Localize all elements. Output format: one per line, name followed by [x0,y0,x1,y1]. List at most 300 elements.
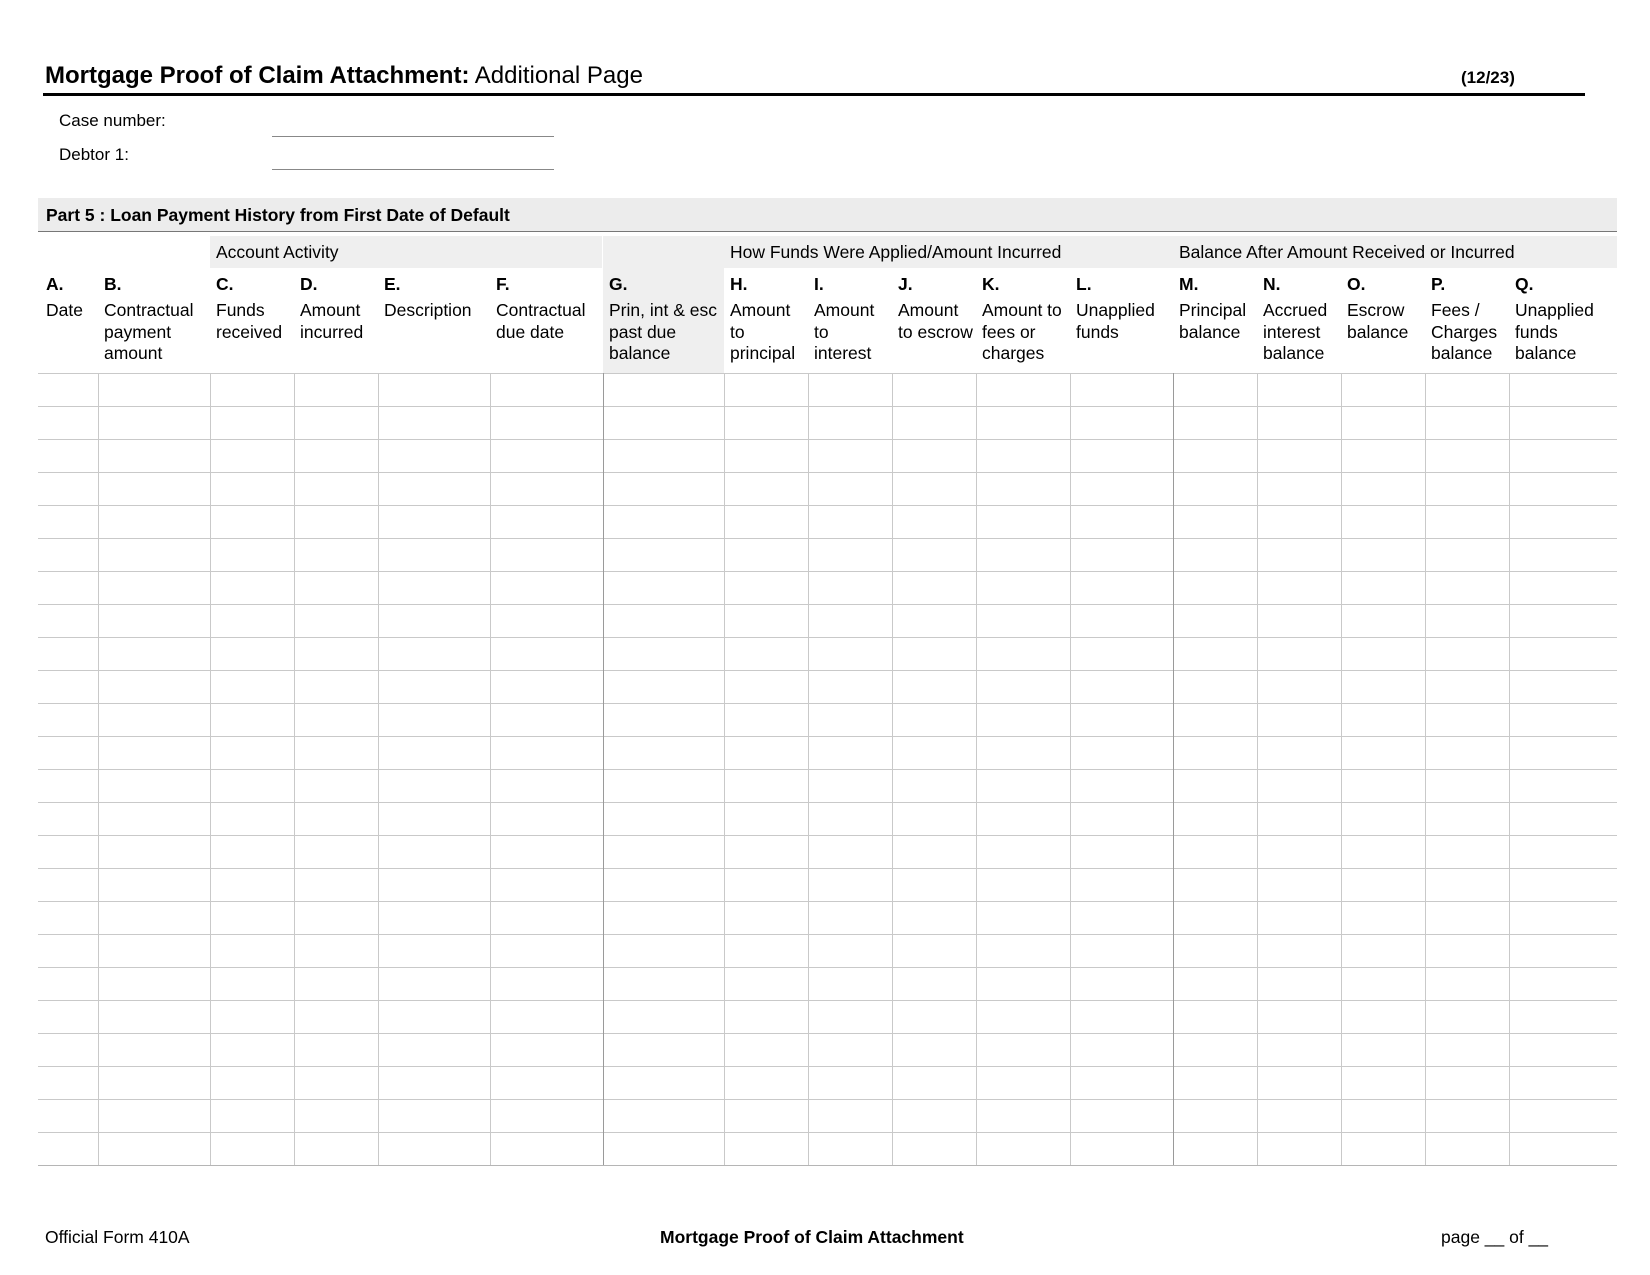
table-cell[interactable] [892,934,976,967]
table-cell[interactable] [1070,373,1173,406]
table-cell[interactable] [210,802,294,835]
table-cell[interactable] [1509,406,1617,439]
table-cell[interactable] [1341,901,1425,934]
table-cell[interactable] [1341,835,1425,868]
table-cell[interactable] [1425,505,1509,538]
table-cell[interactable] [1070,670,1173,703]
table-cell[interactable] [976,703,1070,736]
table-cell[interactable] [1070,703,1173,736]
table-cell[interactable] [1070,736,1173,769]
table-cell[interactable] [98,373,210,406]
table-cell[interactable] [603,472,724,505]
table-cell[interactable] [1425,1132,1509,1165]
table-cell[interactable] [1070,1000,1173,1033]
table-cell[interactable] [378,1099,490,1132]
table-cell[interactable] [603,1066,724,1099]
table-cell[interactable] [1173,571,1257,604]
table-cell[interactable] [378,1066,490,1099]
table-cell[interactable] [1257,1000,1341,1033]
table-cell[interactable] [603,571,724,604]
table-cell[interactable] [1341,1132,1425,1165]
table-cell[interactable] [1173,703,1257,736]
table-cell[interactable] [976,373,1070,406]
table-cell[interactable] [378,736,490,769]
table-cell[interactable] [1070,835,1173,868]
table-cell[interactable] [1341,736,1425,769]
table-cell[interactable] [378,1000,490,1033]
table-cell[interactable] [98,967,210,1000]
table-cell[interactable] [976,1066,1070,1099]
table-cell[interactable] [1070,934,1173,967]
table-cell[interactable] [808,406,892,439]
table-cell[interactable] [38,439,98,472]
table-cell[interactable] [892,967,976,1000]
table-cell[interactable] [603,406,724,439]
table-cell[interactable] [892,802,976,835]
table-cell[interactable] [378,472,490,505]
case-number-field[interactable] [272,136,554,137]
table-cell[interactable] [294,802,378,835]
table-cell[interactable] [490,439,603,472]
table-cell[interactable] [603,1000,724,1033]
table-cell[interactable] [98,472,210,505]
table-cell[interactable] [38,769,98,802]
table-cell[interactable] [603,967,724,1000]
table-cell[interactable] [808,505,892,538]
table-cell[interactable] [378,703,490,736]
table-cell[interactable] [1341,1000,1425,1033]
table-cell[interactable] [1257,802,1341,835]
table-cell[interactable] [98,604,210,637]
table-cell[interactable] [98,406,210,439]
table-cell[interactable] [724,835,808,868]
table-cell[interactable] [38,1132,98,1165]
table-cell[interactable] [1257,571,1341,604]
table-cell[interactable] [892,1066,976,1099]
table-cell[interactable] [98,571,210,604]
table-cell[interactable] [1070,1066,1173,1099]
table-cell[interactable] [1070,1033,1173,1066]
table-cell[interactable] [808,472,892,505]
table-cell[interactable] [1257,901,1341,934]
table-cell[interactable] [378,670,490,703]
table-cell[interactable] [490,505,603,538]
table-cell[interactable] [378,637,490,670]
table-cell[interactable] [38,406,98,439]
table-cell[interactable] [1509,1066,1617,1099]
table-cell[interactable] [210,769,294,802]
table-cell[interactable] [808,1033,892,1066]
table-cell[interactable] [378,604,490,637]
table-cell[interactable] [724,802,808,835]
table-cell[interactable] [1425,571,1509,604]
table-cell[interactable] [210,538,294,571]
table-cell[interactable] [1070,538,1173,571]
table-cell[interactable] [724,637,808,670]
table-cell[interactable] [724,967,808,1000]
table-cell[interactable] [490,670,603,703]
table-cell[interactable] [603,670,724,703]
table-cell[interactable] [1070,637,1173,670]
table-cell[interactable] [724,868,808,901]
table-cell[interactable] [98,439,210,472]
table-cell[interactable] [1257,406,1341,439]
table-cell[interactable] [1341,1099,1425,1132]
table-cell[interactable] [490,472,603,505]
table-cell[interactable] [490,1000,603,1033]
table-cell[interactable] [976,1099,1070,1132]
table-cell[interactable] [38,1099,98,1132]
table-cell[interactable] [294,604,378,637]
table-cell[interactable] [1070,802,1173,835]
table-cell[interactable] [490,934,603,967]
table-cell[interactable] [976,802,1070,835]
table-cell[interactable] [490,637,603,670]
table-cell[interactable] [1425,736,1509,769]
table-cell[interactable] [294,934,378,967]
table-cell[interactable] [1509,1033,1617,1066]
table-cell[interactable] [1173,868,1257,901]
table-cell[interactable] [603,1033,724,1066]
table-cell[interactable] [603,1132,724,1165]
table-cell[interactable] [724,538,808,571]
table-cell[interactable] [808,670,892,703]
table-cell[interactable] [378,1132,490,1165]
table-cell[interactable] [378,406,490,439]
table-cell[interactable] [976,571,1070,604]
table-cell[interactable] [38,835,98,868]
table-cell[interactable] [210,670,294,703]
table-cell[interactable] [976,835,1070,868]
table-cell[interactable] [724,1066,808,1099]
table-cell[interactable] [378,505,490,538]
table-cell[interactable] [892,769,976,802]
table-cell[interactable] [1070,604,1173,637]
table-cell[interactable] [490,604,603,637]
table-cell[interactable] [1173,505,1257,538]
table-cell[interactable] [490,1066,603,1099]
table-cell[interactable] [1070,769,1173,802]
table-cell[interactable] [1070,967,1173,1000]
table-cell[interactable] [38,637,98,670]
table-cell[interactable] [892,1000,976,1033]
table-cell[interactable] [38,373,98,406]
table-cell[interactable] [378,934,490,967]
table-cell[interactable] [808,1066,892,1099]
table-cell[interactable] [1173,604,1257,637]
table-cell[interactable] [294,1033,378,1066]
table-cell[interactable] [1173,934,1257,967]
table-cell[interactable] [1070,868,1173,901]
table-cell[interactable] [1257,505,1341,538]
table-cell[interactable] [724,1132,808,1165]
table-cell[interactable] [1341,802,1425,835]
table-cell[interactable] [1509,1000,1617,1033]
table-cell[interactable] [808,835,892,868]
table-cell[interactable] [490,703,603,736]
table-cell[interactable] [378,868,490,901]
table-cell[interactable] [1509,637,1617,670]
table-cell[interactable] [808,1000,892,1033]
table-cell[interactable] [210,703,294,736]
table-cell[interactable] [724,901,808,934]
table-cell[interactable] [808,934,892,967]
table-cell[interactable] [808,637,892,670]
table-cell[interactable] [892,373,976,406]
table-cell[interactable] [892,703,976,736]
table-cell[interactable] [210,967,294,1000]
table-cell[interactable] [976,439,1070,472]
table-cell[interactable] [98,736,210,769]
table-cell[interactable] [724,571,808,604]
table-cell[interactable] [976,472,1070,505]
table-cell[interactable] [1509,835,1617,868]
table-cell[interactable] [1425,868,1509,901]
table-cell[interactable] [1341,604,1425,637]
table-cell[interactable] [38,868,98,901]
table-cell[interactable] [1257,1132,1341,1165]
table-cell[interactable] [892,439,976,472]
table-cell[interactable] [294,868,378,901]
table-cell[interactable] [210,835,294,868]
table-cell[interactable] [1425,802,1509,835]
table-cell[interactable] [1070,439,1173,472]
table-cell[interactable] [1257,835,1341,868]
table-cell[interactable] [724,604,808,637]
table-cell[interactable] [378,802,490,835]
table-cell[interactable] [38,901,98,934]
table-cell[interactable] [1173,538,1257,571]
table-cell[interactable] [892,901,976,934]
table-cell[interactable] [1257,637,1341,670]
table-cell[interactable] [1173,1099,1257,1132]
table-cell[interactable] [603,868,724,901]
table-cell[interactable] [378,373,490,406]
table-cell[interactable] [976,868,1070,901]
debtor-1-field[interactable] [272,169,554,170]
table-cell[interactable] [1425,406,1509,439]
table-cell[interactable] [808,802,892,835]
table-cell[interactable] [210,1033,294,1066]
table-cell[interactable] [603,1099,724,1132]
table-cell[interactable] [1425,1099,1509,1132]
table-cell[interactable] [1070,1132,1173,1165]
table-cell[interactable] [724,934,808,967]
table-cell[interactable] [1509,1132,1617,1165]
table-cell[interactable] [892,604,976,637]
table-cell[interactable] [892,637,976,670]
table-cell[interactable] [1173,1000,1257,1033]
table-cell[interactable] [38,472,98,505]
table-cell[interactable] [892,1099,976,1132]
table-cell[interactable] [976,538,1070,571]
table-cell[interactable] [490,538,603,571]
table-cell[interactable] [808,373,892,406]
table-cell[interactable] [98,901,210,934]
table-cell[interactable] [210,901,294,934]
table-cell[interactable] [808,703,892,736]
table-cell[interactable] [210,934,294,967]
table-cell[interactable] [98,637,210,670]
table-cell[interactable] [490,967,603,1000]
table-cell[interactable] [1173,835,1257,868]
table-cell[interactable] [98,835,210,868]
table-cell[interactable] [1425,703,1509,736]
table-cell[interactable] [294,670,378,703]
table-cell[interactable] [976,769,1070,802]
table-cell[interactable] [210,868,294,901]
table-cell[interactable] [38,967,98,1000]
table-cell[interactable] [210,373,294,406]
table-cell[interactable] [1509,769,1617,802]
table-cell[interactable] [98,769,210,802]
table-cell[interactable] [490,802,603,835]
table-cell[interactable] [603,538,724,571]
table-cell[interactable] [98,868,210,901]
table-cell[interactable] [38,1033,98,1066]
table-cell[interactable] [603,505,724,538]
table-cell[interactable] [1341,1066,1425,1099]
table-cell[interactable] [1070,901,1173,934]
table-cell[interactable] [1425,967,1509,1000]
table-cell[interactable] [724,736,808,769]
table-cell[interactable] [1173,967,1257,1000]
table-cell[interactable] [1509,736,1617,769]
table-cell[interactable] [490,406,603,439]
table-cell[interactable] [1173,1066,1257,1099]
table-cell[interactable] [1425,1066,1509,1099]
table-cell[interactable] [294,769,378,802]
table-cell[interactable] [1173,373,1257,406]
table-cell[interactable] [294,373,378,406]
table-cell[interactable] [98,1066,210,1099]
table-cell[interactable] [976,967,1070,1000]
table-cell[interactable] [1509,538,1617,571]
table-cell[interactable] [38,1000,98,1033]
table-cell[interactable] [294,538,378,571]
table-cell[interactable] [1341,1033,1425,1066]
table-cell[interactable] [892,1033,976,1066]
table-cell[interactable] [724,670,808,703]
table-cell[interactable] [976,604,1070,637]
table-cell[interactable] [1173,406,1257,439]
table-cell[interactable] [1341,406,1425,439]
table-cell[interactable] [1425,1033,1509,1066]
table-cell[interactable] [1173,802,1257,835]
table-cell[interactable] [1341,373,1425,406]
table-cell[interactable] [98,1099,210,1132]
table-cell[interactable] [1341,571,1425,604]
table-cell[interactable] [976,934,1070,967]
table-cell[interactable] [38,934,98,967]
table-cell[interactable] [1173,769,1257,802]
table-cell[interactable] [808,736,892,769]
table-cell[interactable] [294,1099,378,1132]
table-cell[interactable] [808,439,892,472]
table-cell[interactable] [98,505,210,538]
table-cell[interactable] [490,769,603,802]
table-cell[interactable] [490,736,603,769]
table-cell[interactable] [378,1033,490,1066]
table-cell[interactable] [1173,637,1257,670]
table-cell[interactable] [808,1132,892,1165]
table-cell[interactable] [294,1132,378,1165]
table-cell[interactable] [294,736,378,769]
table-cell[interactable] [490,901,603,934]
table-cell[interactable] [98,703,210,736]
table-cell[interactable] [892,1132,976,1165]
table-cell[interactable] [892,670,976,703]
table-cell[interactable] [976,406,1070,439]
table-cell[interactable] [1257,538,1341,571]
table-cell[interactable] [98,1033,210,1066]
table-cell[interactable] [976,901,1070,934]
table-cell[interactable] [603,736,724,769]
table-cell[interactable] [1341,868,1425,901]
table-cell[interactable] [210,1000,294,1033]
table-cell[interactable] [294,1066,378,1099]
table-cell[interactable] [378,538,490,571]
table-cell[interactable] [210,439,294,472]
table-cell[interactable] [1341,637,1425,670]
table-cell[interactable] [210,1099,294,1132]
table-cell[interactable] [98,538,210,571]
table-cell[interactable] [1341,934,1425,967]
table-cell[interactable] [210,637,294,670]
table-cell[interactable] [1425,439,1509,472]
table-cell[interactable] [1425,637,1509,670]
table-cell[interactable] [294,835,378,868]
table-cell[interactable] [892,736,976,769]
table-cell[interactable] [808,604,892,637]
table-cell[interactable] [294,571,378,604]
table-cell[interactable] [1070,1099,1173,1132]
table-cell[interactable] [1341,472,1425,505]
table-cell[interactable] [892,571,976,604]
table-cell[interactable] [294,637,378,670]
table-cell[interactable] [294,406,378,439]
table-cell[interactable] [378,769,490,802]
table-cell[interactable] [1257,670,1341,703]
table-cell[interactable] [808,868,892,901]
table-cell[interactable] [1257,703,1341,736]
table-cell[interactable] [808,538,892,571]
table-cell[interactable] [1173,472,1257,505]
table-cell[interactable] [294,505,378,538]
table-cell[interactable] [98,670,210,703]
table-cell[interactable] [1509,934,1617,967]
table-cell[interactable] [490,1132,603,1165]
table-cell[interactable] [98,802,210,835]
table-cell[interactable] [1341,505,1425,538]
table-cell[interactable] [1341,769,1425,802]
table-cell[interactable] [1173,439,1257,472]
table-cell[interactable] [210,1132,294,1165]
table-cell[interactable] [892,868,976,901]
table-cell[interactable] [603,439,724,472]
table-cell[interactable] [1341,439,1425,472]
table-cell[interactable] [38,604,98,637]
table-cell[interactable] [490,1033,603,1066]
table-cell[interactable] [603,901,724,934]
table-cell[interactable] [98,1000,210,1033]
table-cell[interactable] [808,1099,892,1132]
table-cell[interactable] [724,472,808,505]
table-cell[interactable] [1070,505,1173,538]
table-cell[interactable] [38,571,98,604]
table-cell[interactable] [38,703,98,736]
table-cell[interactable] [603,835,724,868]
